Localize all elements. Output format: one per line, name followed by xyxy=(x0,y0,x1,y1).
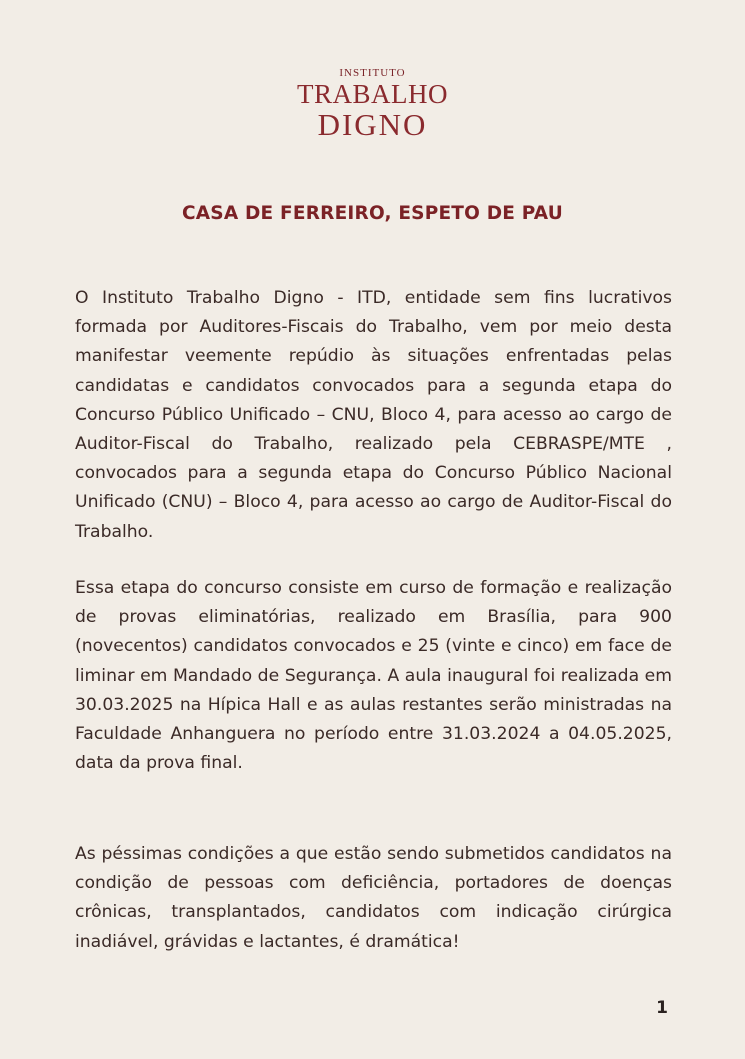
paragraph-1: O Instituto Trabalho Digno - ITD, entidade sem fins lucrativos formada por Auditores-Fiscais do Trabalho, vem por meio desta manifestar veemente repúdio às situações enfrentadas pelas candidatas e candidatos convocados para a segunda etapa do Concurso Público Unificado – CNU, Bloco 4, para acesso ao cargo de Auditor-Fiscal do Trabalho, realizado pela CEBRASPE/MTE , convocados para a segunda etapa do Concurso Público Nacional Unificado (CNU) – Bloco 4, para acesso ao cargo de Auditor-Fiscal do Trabalho. xyxy=(75,288,672,542)
logo-line-digno: DIGNO xyxy=(317,107,428,142)
logo-line-instituto: INSTITUTO xyxy=(339,67,406,79)
page-number: 1 xyxy=(656,998,668,1018)
document-title: CASA DE FERREIRO, ESPETO DE PAU xyxy=(182,203,563,224)
paragraph-2: Essa etapa do concurso consiste em curso de formação e realização de provas eliminatórias, realizado em Brasília, para 900 (novecentos) candidatos convocados e 25 (vinte e cinco) em face de liminar em Mandado de Segurança. A aula inaugural foi realizada em 30.03.2025 na Hípica Hall e as aulas restantes serão ministradas na Faculdade Anhanguera no período entre 31.03.2024 a 04.05.2025, data da prova final. xyxy=(75,578,672,774)
paragraph-3: As péssimas condições a que estão sendo submetidos candidatos na condição de pessoas com deficiência, portadores de doenças crônicas, transplantados, candidatos com indicação cirúrgica inadiável, grávidas e lactantes, é dramática! xyxy=(75,844,672,952)
institute-logo xyxy=(0,66,745,142)
logo-line-trabalho: TRABALHO xyxy=(297,79,448,109)
